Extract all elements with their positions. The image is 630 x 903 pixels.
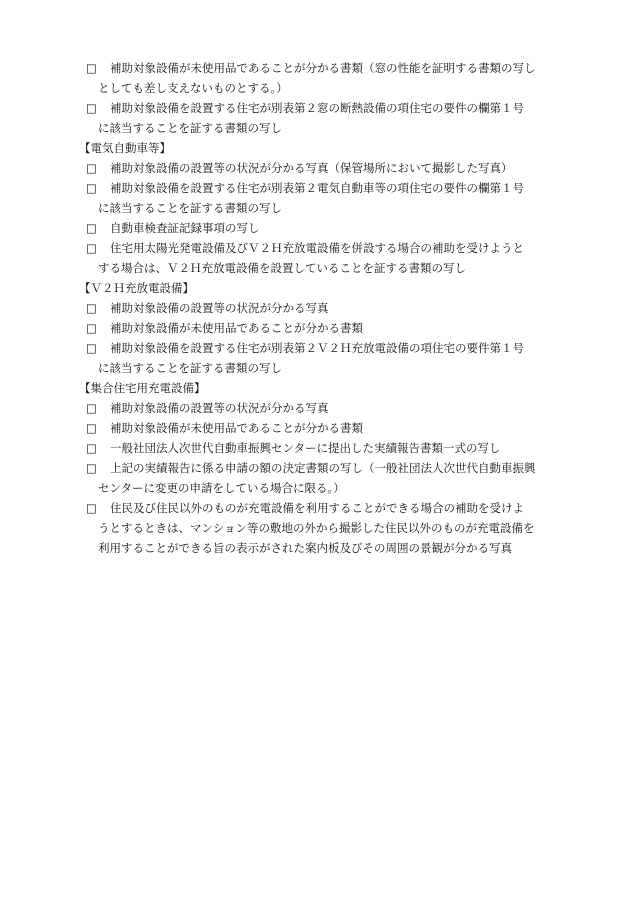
section-header: 【電気自動車等】 — [79, 141, 171, 155]
checklist-item — [86, 398, 560, 418]
checklist-item — [86, 418, 560, 438]
checklist-item — [86, 458, 560, 498]
checklist-item — [86, 318, 560, 338]
item-text-line: うとするときは、マンション等の敷地の外から撮影した住民以外のものが充電設備を — [98, 521, 535, 535]
checkbox-icon: □ — [86, 401, 97, 415]
checklist-item — [86, 178, 560, 218]
checklist-item — [86, 438, 560, 458]
checklist-item — [86, 218, 560, 238]
document-page — [0, 58, 630, 558]
checkbox-icon: □ — [86, 241, 97, 255]
item-text-line: 住民及び住民以外のものが充電設備を利用することができる場合の補助を受けよ — [110, 501, 524, 515]
item-text-line: 補助対象設備を設置する住宅が別表第２Ｖ２Ｈ充放電設備の項住宅の要件第１号 — [110, 341, 524, 355]
checkbox-icon: □ — [86, 461, 97, 475]
checkbox-icon: □ — [86, 221, 97, 235]
checkbox-icon: □ — [86, 301, 97, 315]
item-text-line: としても差し支えないものとする。） — [98, 81, 288, 95]
item-text-line: センターに変更の申請をしている場合に限る。） — [98, 481, 345, 495]
item-text-line: に該当することを証する書類の写し — [98, 201, 282, 215]
section-header: 【集合住宅用充電設備】 — [79, 381, 206, 395]
item-text-line: 利用することができる旨の表示がされた案内板及びその周囲の景観が分かる写真 — [98, 541, 512, 555]
item-text-line: 補助対象設備の設置等の状況が分かる写真 — [110, 301, 329, 315]
checklist-item — [86, 338, 560, 378]
item-text-line: 補助対象設備を設置する住宅が別表第２電気自動車等の項住宅の要件の欄第１号 — [110, 181, 524, 195]
checklist-item — [86, 238, 560, 278]
item-text-line: に該当することを証する書類の写し — [98, 361, 282, 375]
checkbox-icon: □ — [86, 421, 97, 435]
item-text-line: する場合は、Ｖ２Ｈ充放電設備を設置していることを証する書類の写し — [98, 261, 466, 275]
item-text-line: 住宅用太陽光発電設備及びＶ２Ｈ充放電設備を併設する場合の補助を受けようと — [110, 241, 524, 255]
checklist-item — [86, 498, 560, 558]
checkbox-icon: □ — [86, 181, 97, 195]
checkbox-icon: □ — [86, 501, 97, 515]
item-text-line: 上記の実績報告に係る申請の額の決定書類の写し（一般社団法人次世代自動車振興 — [110, 461, 536, 475]
checkbox-icon: □ — [86, 161, 97, 175]
checkbox-icon: □ — [86, 101, 97, 115]
item-text-line: 自動車検査証記録事項の写し — [110, 221, 260, 235]
section-header: 【Ｖ２Ｈ充放電設備】 — [79, 281, 194, 295]
checklist-item — [86, 98, 560, 138]
item-text-line: 一般社団法人次世代自動車振興センターに提出した実績報告書類一式の写し — [110, 441, 501, 455]
checkbox-icon: □ — [86, 341, 97, 355]
item-text-line: 補助対象設備が未使用品であることが分かる書類 — [110, 321, 363, 335]
checkbox-icon: □ — [86, 321, 97, 335]
item-text-line: 補助対象設備が未使用品であることが分かる書類（窓の性能を証明する書類の写し — [110, 61, 536, 75]
checklist-item — [86, 158, 560, 178]
checklist-item — [86, 58, 560, 98]
item-text-line: 補助対象設備の設置等の状況が分かる写真（保管場所において撮影した写真） — [110, 161, 513, 175]
item-text-line: 補助対象設備が未使用品であることが分かる書類 — [110, 421, 363, 435]
checklist-item — [86, 298, 560, 318]
item-text-line: 補助対象設備を設置する住宅が別表第２窓の断熱設備の項住宅の要件の欄第１号 — [110, 101, 524, 115]
checkbox-icon: □ — [86, 441, 97, 455]
checkbox-icon: □ — [86, 61, 97, 75]
item-text-line: 補助対象設備の設置等の状況が分かる写真 — [110, 401, 329, 415]
item-text-line: に該当することを証する書類の写し — [98, 121, 282, 135]
